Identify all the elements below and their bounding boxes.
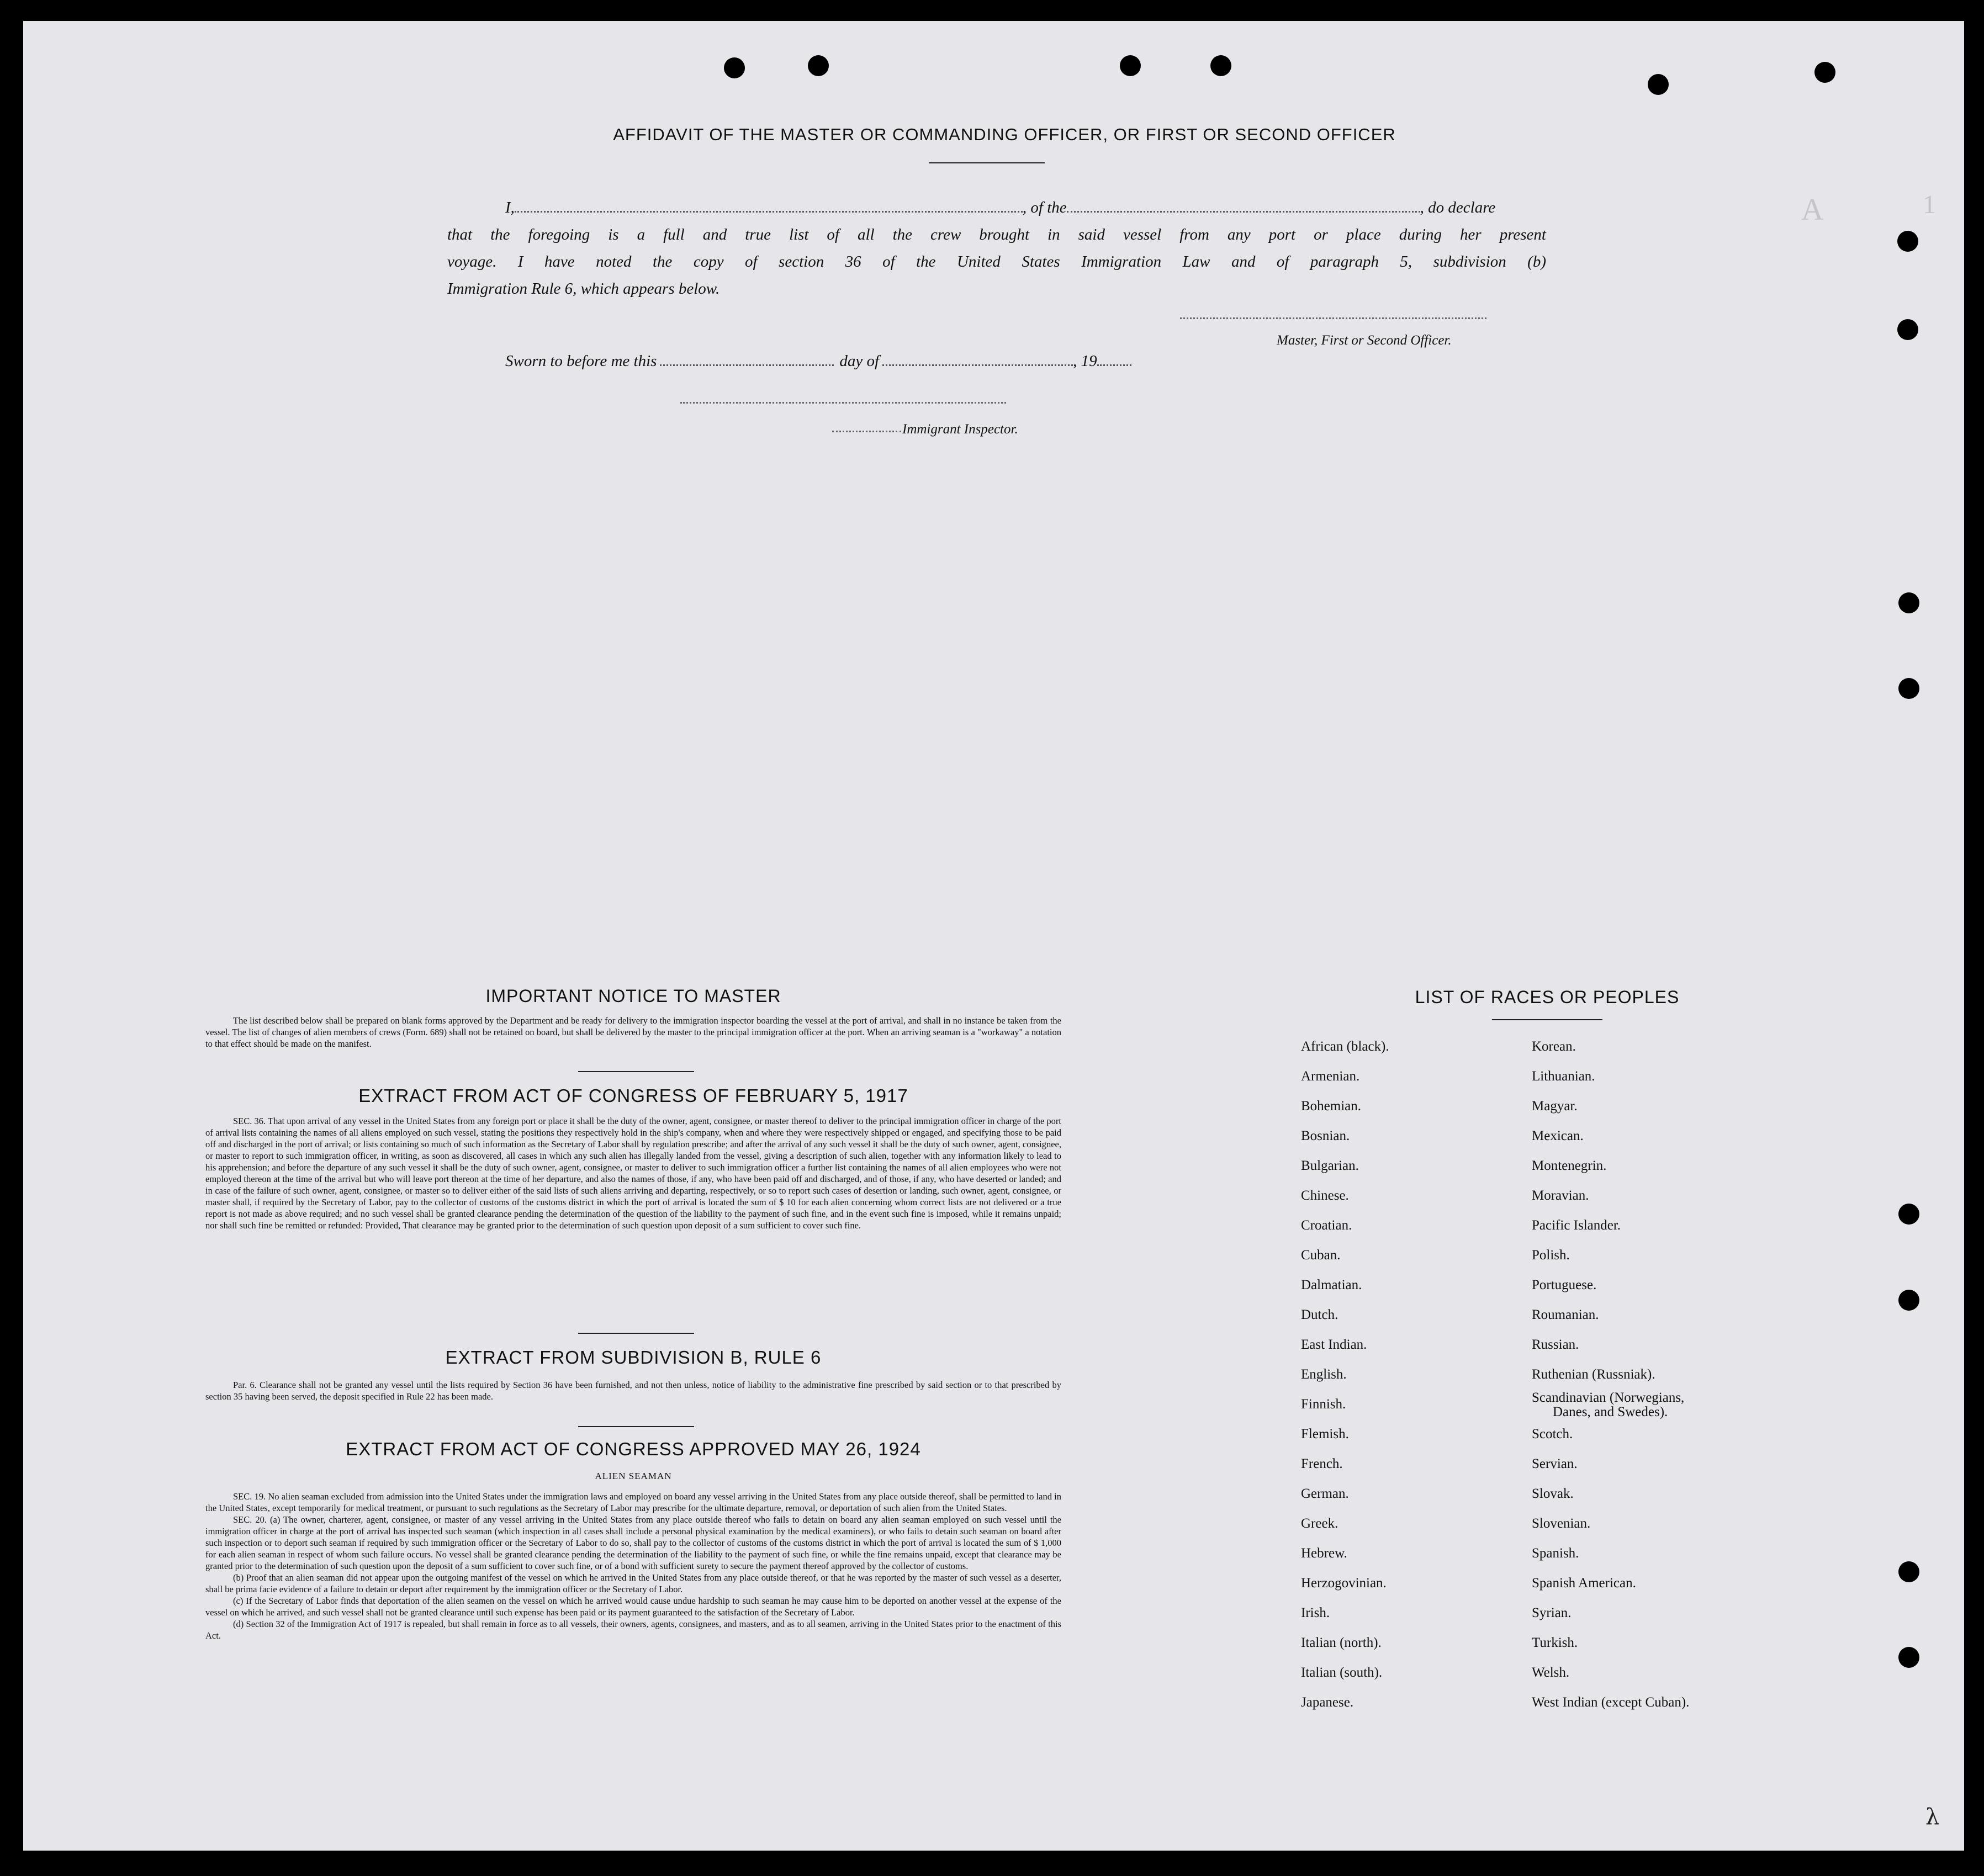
notice-title: IMPORTANT NOTICE TO MASTER <box>485 986 781 1006</box>
race-item: Moravian. <box>1532 1188 1589 1203</box>
sworn-day-blank[interactable] <box>660 352 834 366</box>
race-item-continuation: Danes, and Swedes). <box>1553 1405 1668 1419</box>
punch-hole <box>1814 62 1835 83</box>
race-item: Finnish. <box>1301 1397 1346 1412</box>
sec-36-paragraph: SEC. 36. That upon arrival of any vessel in the United States from any foreign port or place it shall be the duty of the owner, agent, consignee, or master thereof to deliver to the principal immigration officer in charge of the port of arrival lists containing the names of all aliens employed on such vessel, stating the positions they respectively hold in the ship's company, when and where they were respectively shipped or engaged, and specifying those to be paid off and discharged in the port of arrival; or lists containing so much of such information as the Secretary of Labor shall by regulation prescribe; and after the arrival of any such vessel it shall be the duty of such owner, agent, consignee, or master to report to such immigration officer, in writing, as soon as discovered, all cases in which any such alien has illegally landed from the vessel, giving a description of such alien, together with any information likely to lead to his apprehension; and before the departure of any such vessel it shall be the duty of such owner, agent, consignee, or master to deliver to such immigration officer a further list containing the names of all alien employees who were not employed thereon at the time of the arrival but who will leave port thereon at the time of her departure, and also the names of those, if any, who have been paid off and discharged, and of those, if any, who have deserted or landed; and in case of the failure of such owner, agent, consignee, or master so to deliver either of the said lists of such aliens arriving and departing, respectively, or so to report such cases of desertion or landing, such owner, agent, consignee, or master shall, if required by the Secretary of Labor, pay to the collector of customs of the customs district in which the port of arrival is located the sum of $ 10 for each alien concerning whom correct lists are not delivered or a true report is not made as above required; and no such vessel shall be granted clearance pending the determination of the question of the liability to the payment of such fine, and in the event such fine is imposed, while it remains unpaid; nor shall such fine be remitted or refunded: Provided, That clearance may be granted prior to the determination of such question upon deposit of a sum sufficient to cover such fine. <box>205 1116 1061 1231</box>
race-item: Servian. <box>1532 1456 1578 1471</box>
inspector-signature-line[interactable] <box>680 402 1006 404</box>
race-item: Flemish. <box>1301 1427 1349 1442</box>
race-item: Pacific Islander. <box>1532 1218 1621 1233</box>
race-item: English. <box>1301 1367 1347 1382</box>
sec-20c-paragraph: (c) If the Secretary of Labor finds that deportation of the alien seamen on the vessel on which he arrived would cause undue hardship to such seaman he may cause him to be deported on another vessel at the expense of the vessel on which he arrived, and such vessel shall not be granted clearance until such expense has been paid or its payment guaranteed to the satisfaction of the Secretary of Labor. <box>205 1596 1061 1618</box>
punch-hole <box>1898 678 1919 699</box>
race-item: Bulgarian. <box>1301 1158 1359 1173</box>
race-item: Chinese. <box>1301 1188 1349 1203</box>
race-item: Irish. <box>1301 1605 1330 1620</box>
punch-hole <box>808 55 829 76</box>
races-left-column <box>1301 1039 1511 1725</box>
races-title-rule <box>1492 1019 1602 1020</box>
sworn-year: , 19 <box>1073 352 1097 370</box>
race-item: Croatian. <box>1301 1218 1352 1233</box>
race-item: Russian. <box>1532 1337 1579 1352</box>
punch-hole <box>1120 55 1141 76</box>
race-item: Syrian. <box>1532 1605 1572 1620</box>
race-item: Welsh. <box>1532 1665 1570 1680</box>
sworn-prefix: Sworn to before me this <box>505 352 657 370</box>
affidavit-declare: , do declare <box>1420 199 1496 216</box>
sec-20a-paragraph: SEC. 20. (a) The owner, charterer, agent, consignee, or master of any vessel arriving in the United States from any place outside thereof who fails to detain on board any alien seaman employed on such vessel until the immigration officer in charge at the port of arrival has inspected such seaman (which inspection in all cases shall include a personal physical examination by the medical examiners), or who fails to detain such seaman on board after such inspection or to deport such seaman if required by such immigration officer or the Secretary of Labor to do so, shall pay to the collector of customs of the customs district in which the port of arrival is located the sum of $ 1,000 for each alien seaman in respect of whom such failure occurs. No vessel shall be granted clearance pending the determination of the liability to the payment of such fine, or while the fine remains unpaid, except that clearance may be granted prior to the determination of such question upon the deposit of a sum sufficient to cover such fine, or of a bond with sufficient surety to secure the payment thereof approved by the collector of customs. <box>205 1514 1061 1571</box>
race-item: German. <box>1301 1486 1349 1501</box>
affidavit-line-3: voyage. I have noted the copy of section 36 of the United States Immigration Law and of paragraph 5, subdivision (b) <box>447 253 1546 271</box>
race-item: Dalmatian. <box>1301 1278 1362 1292</box>
vessel-blank[interactable] <box>1067 199 1420 213</box>
race-item: Montenegrin. <box>1532 1158 1607 1173</box>
race-item: Cuban. <box>1301 1248 1341 1263</box>
sworn-month-blank[interactable] <box>882 352 1073 366</box>
race-item: Korean. <box>1532 1039 1576 1054</box>
sec-20d-paragraph: (d) Section 32 of the Immigration Act of 1917 is repealed, but shall remain in force as to all vessels, their owners, agents, consignees, and masters, and as to all seamen, arriving in the United States prior to the enactment of this Act. <box>205 1619 1061 1641</box>
sworn-line <box>505 352 1131 370</box>
race-item: Magyar. <box>1532 1099 1578 1114</box>
punch-hole <box>1898 1290 1919 1311</box>
race-item: Italian (north). <box>1301 1635 1382 1650</box>
race-item: West Indian (except Cuban). <box>1532 1695 1690 1710</box>
extract-1917-text <box>205 1115 1061 1231</box>
inspector-prefix-line <box>832 431 901 432</box>
races-title: LIST OF RACES OR PEOPLES <box>1415 987 1680 1007</box>
extract-1924-text <box>205 1491 1061 1641</box>
alien-seaman-subtitle: ALIEN SEAMAN <box>595 1471 672 1481</box>
race-item: Polish. <box>1532 1248 1570 1263</box>
sworn-day-of: day of <box>839 352 880 370</box>
race-item: Bohemian. <box>1301 1099 1362 1114</box>
affidavit-line-2: that the foregoing is a full and true list of all the crew brought in said vessel from any port or place during her present <box>447 226 1546 243</box>
bleed-through-mark: A <box>1801 193 1824 227</box>
affidavit-i: I, <box>505 199 515 216</box>
punch-hole <box>1898 1647 1919 1668</box>
race-item: Portuguese. <box>1532 1278 1597 1292</box>
race-item-scandinavian: Scandinavian (Norwegians, <box>1532 1390 1685 1405</box>
punch-hole <box>1898 1204 1919 1225</box>
race-item: Greek. <box>1301 1516 1338 1531</box>
punch-hole <box>1898 592 1919 613</box>
affidavit-line-1 <box>505 199 1495 217</box>
affidavit-of-the: , of the <box>1022 199 1067 216</box>
extract-rule6-title: EXTRACT FROM SUBDIVISION B, RULE 6 <box>445 1347 822 1368</box>
affidavit-title: AFFIDAVIT OF THE MASTER OR COMMANDING OFFICER, OR FIRST OR SECOND OFFICER <box>613 125 1396 144</box>
race-item: African (black). <box>1301 1039 1389 1054</box>
race-item: Scotch. <box>1532 1427 1573 1442</box>
punch-hole <box>1897 231 1918 252</box>
race-item: Bosnian. <box>1301 1128 1350 1143</box>
race-item: Roumanian. <box>1532 1307 1599 1322</box>
title-rule <box>929 162 1045 163</box>
race-item: Dutch. <box>1301 1307 1338 1322</box>
bleed-through-mark: 1 <box>1923 190 1936 219</box>
name-blank[interactable] <box>515 199 1023 213</box>
master-caption: Master, First or Second Officer. <box>1277 333 1452 348</box>
punch-hole <box>1648 74 1669 95</box>
sworn-year-blank[interactable] <box>1097 352 1131 366</box>
race-item: Turkish. <box>1532 1635 1578 1650</box>
race-item: Japanese. <box>1301 1695 1354 1710</box>
punch-hole <box>1210 55 1231 76</box>
race-item: Slovak. <box>1532 1486 1574 1501</box>
race-item: Italian (south). <box>1301 1665 1383 1680</box>
race-item: Armenian. <box>1301 1069 1360 1084</box>
section-rule <box>578 1426 694 1427</box>
race-item: Mexican. <box>1532 1128 1584 1143</box>
race-item: French. <box>1301 1456 1343 1471</box>
extract-1924-title: EXTRACT FROM ACT OF CONGRESS APPROVED MAY 26, 1924 <box>346 1439 921 1459</box>
extract-1917-title: EXTRACT FROM ACT OF CONGRESS OF FEBRUARY 5, 1917 <box>358 1085 908 1106</box>
race-item: Lithuanian. <box>1532 1069 1595 1084</box>
race-item: Spanish. <box>1532 1546 1579 1561</box>
section-rule <box>578 1333 694 1334</box>
par-6-paragraph: Par. 6. Clearance shall not be granted any vessel until the lists required by Section 36 have been furnished, and not then unless, notice of liability to the administrative fine prescribed by said section or to that prescribed by section 35 having been served, the deposit specified in Rule 22 has been made. <box>205 1380 1061 1402</box>
page-mark: λ <box>1925 1804 1940 1830</box>
races-right-column <box>1532 1039 1786 1725</box>
form-page <box>23 21 1964 1851</box>
extract-rule6-text <box>205 1379 1061 1402</box>
sec-19-paragraph: SEC. 19. No alien seaman excluded from admission into the United States under the immigration laws and employed on board any vessel arriving in the United States from any place outside thereof, shall be permitted to land in the United States, except temporarily for medical treatment, or pursuant to such regulations as the Secretary of Labor may prescribe for the ultimate departure, removal, or deportation of such alien from the United States. <box>205 1491 1061 1513</box>
inspector-caption: Immigrant Inspector. <box>902 422 1018 437</box>
race-item: Spanish American. <box>1532 1576 1636 1591</box>
notice-paragraph: The list described below shall be prepared on blank forms approved by the Department and be ready for delivery to the immigration inspector boarding the vessel at the port of arrival, and shall in no instance be taken from the vessel. The list of changes of alien members of crews (Form. 689) shall not be retained on board, but shall be delivered by the master to the principal immigration officer at the port. When an arriving seaman is a "workaway" a notation to that effect should be made on the manifest. <box>205 1015 1061 1049</box>
race-item: Slovenian. <box>1532 1516 1591 1531</box>
section-rule <box>578 1071 694 1072</box>
notice-text <box>205 1015 1061 1050</box>
race-item: Ruthenian (Russniak). <box>1532 1367 1655 1382</box>
punch-hole <box>1897 319 1918 340</box>
punch-hole <box>1898 1561 1919 1582</box>
affidavit-line-4: Immigration Rule 6, which appears below. <box>447 280 720 298</box>
race-item: East Indian. <box>1301 1337 1367 1352</box>
sec-20b-paragraph: (b) Proof that an alien seaman did not appear upon the outgoing manifest of the vessel on which he arrived in the United States from any place outside thereof, or that he was reported by the master of such vessel as a deserter, shall be prima facie evidence of a failure to detain or deport after requirement by the immigration officer or the Secretary of Labor. <box>205 1572 1061 1594</box>
punch-hole <box>724 57 745 78</box>
race-item: Hebrew. <box>1301 1546 1347 1561</box>
master-signature-line[interactable] <box>1180 317 1486 319</box>
race-item <box>1532 1390 1786 1427</box>
race-item: Herzogovinian. <box>1301 1576 1387 1591</box>
